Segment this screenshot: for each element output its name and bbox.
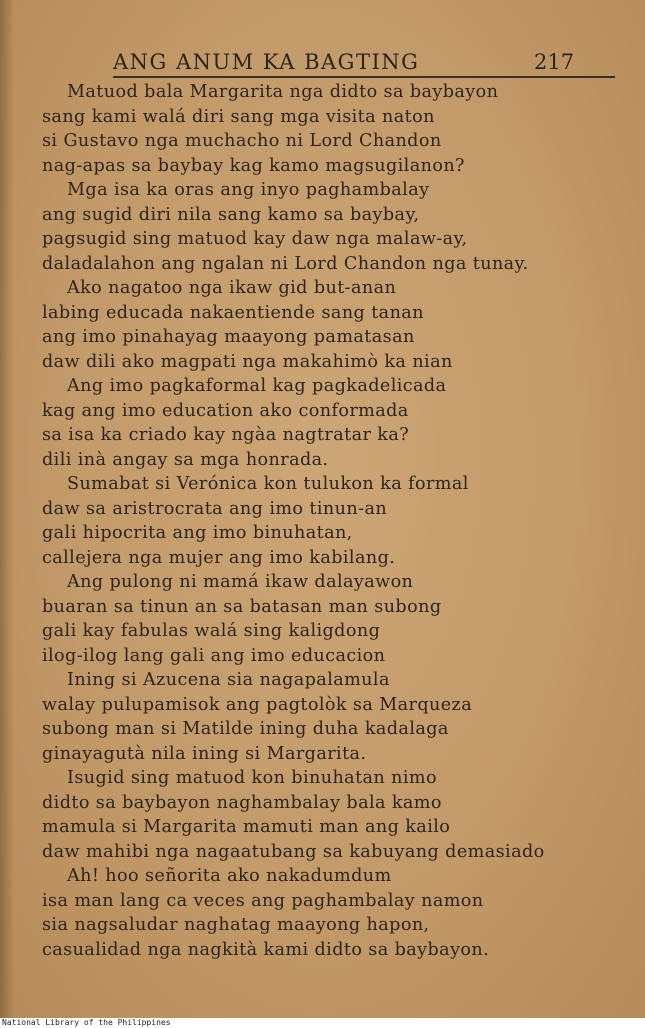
poem-line: callejera nga mujer ang imo kabilang. (42, 547, 396, 568)
poem-line: si Gustavo nga muchacho ni Lord Chandon (42, 131, 442, 151)
poem-line: Matuod bala Margarita nga didto sa baybayon (67, 82, 499, 102)
poem-line: daw dili ako magpati nga makahimò ka nian (42, 351, 453, 372)
poem-line: nag-apas sa baybay kag kamo magsugilanon? (42, 155, 465, 176)
poem-line: sang kami walá diri sang mga visita naton (42, 106, 435, 127)
poem-line: Ang imo pagkaformal kag pagkadelicada (67, 376, 447, 396)
poem-line: daw mahibi nga nagaatubang sa kabuyang demasiado (42, 841, 545, 862)
poem-line: isa man lang ca veces ang paghambalay namon (42, 890, 484, 911)
poem-line: subong man si Matilde ining duha kadalaga (42, 719, 449, 739)
header-rule (113, 76, 615, 78)
poem-line: sia nagsaludar naghatag maayong hapon, (42, 915, 430, 935)
library-credit: National Library of the Philippines (2, 1018, 171, 1027)
poem-line: Ah! hoo señorita ako nakadumdum (67, 866, 392, 886)
poem-line: labing educada nakaentiende sang tanan (42, 302, 424, 323)
poem-line: Mga isa ka oras ang inyo paghambalay (67, 180, 430, 200)
poem-line: daladalahon ang ngalan ni Lord Chandon nga tunay. (42, 253, 529, 274)
poem-line: ginayagutà nila ining si Margarita. (42, 743, 367, 764)
poem-line: daw sa aristrocrata ang imo tinun-an (42, 498, 388, 519)
poem-line: gali hipocrita ang imo binuhatan, (42, 523, 353, 543)
poem-line: dili inà angay sa mga honrada. (42, 449, 329, 470)
poem-line: ang sugid diri nila sang kamo sa baybay, (42, 204, 420, 225)
running-title: ANG ANUM KA BAGTING (113, 50, 420, 74)
poem-line: mamula si Margarita mamuti man ang kailo (42, 817, 451, 837)
poem-line: ilog-ilog lang gali ang imo educacion (42, 645, 386, 666)
poem-line: sa isa ka criado kay ngàa nagtratar ka? (42, 425, 410, 445)
page-number: 217 (534, 50, 575, 74)
poem-line: Ako nagatoo nga ikaw gid but-anan (67, 278, 397, 298)
poem-line: kag ang imo education ako conformada (42, 400, 409, 421)
poem-line: Ining si Azucena sia nagapalamula (67, 670, 390, 690)
spine-shadow (0, 0, 14, 1018)
poem-line: buaran sa tinun an sa batasan man subong (42, 596, 442, 617)
poem-line: walay pulupamisok ang pagtolòk sa Marqueza (42, 694, 473, 715)
poem-line: ang imo pinahayag maayong pamatasan (42, 327, 415, 347)
poem-line: didto sa baybayon naghambalay bala kamo (42, 792, 442, 813)
poem-line: Isugid sing matuod kon binuhatan nimo (67, 768, 437, 788)
poem-line: Sumabat si Verónica kon tulukon ka formal (67, 474, 469, 494)
poem-line: pagsugid sing matuod kay daw nga malaw-ay, (42, 229, 468, 249)
poem-line: gali kay fabulas walá sing kaligdong (42, 621, 381, 641)
poem-line: Ang pulong ni mamá ikaw dalayawon (67, 572, 414, 592)
scan-footer (0, 1018, 645, 1028)
poem-line: casualidad nga nagkità kami didto sa baybayon. (42, 939, 490, 960)
